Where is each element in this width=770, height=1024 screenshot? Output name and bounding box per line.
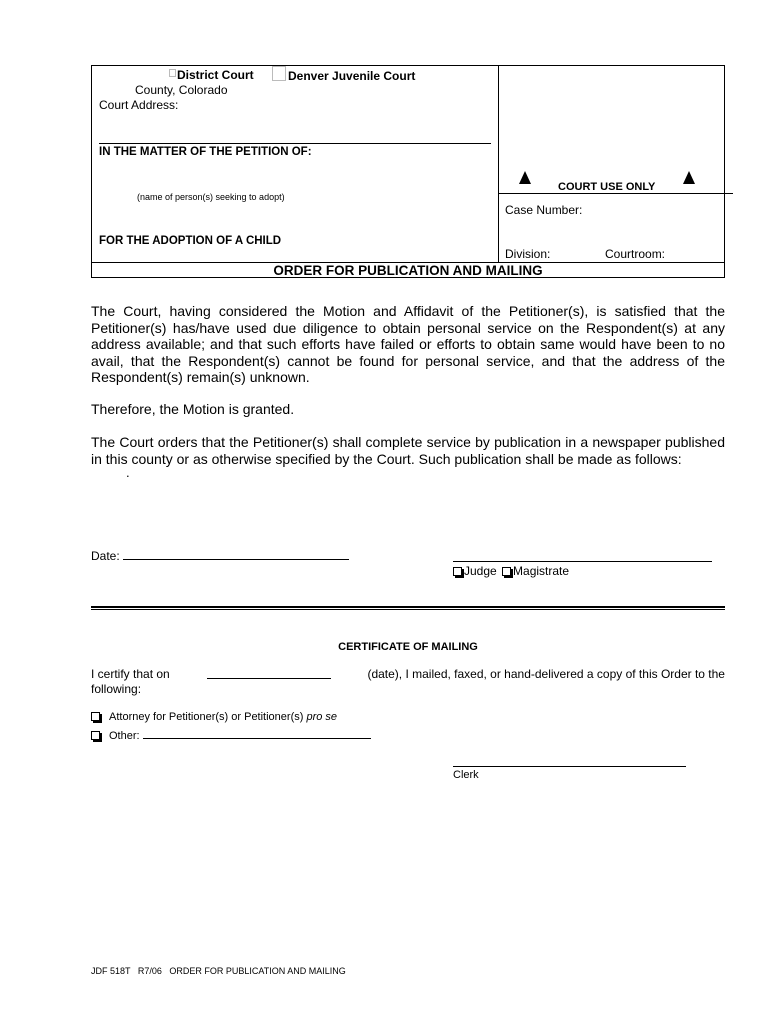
clerk-signature-line[interactable]	[453, 766, 686, 767]
case-number-label: Case Number:	[505, 203, 583, 217]
triangle-right-icon	[683, 171, 695, 184]
magistrate-label: Magistrate	[513, 564, 570, 578]
denver-juvenile-option[interactable]	[272, 66, 415, 83]
district-court-option[interactable]	[169, 68, 254, 82]
publication-details-placeholder: .	[126, 465, 130, 480]
caption-divider	[498, 66, 499, 262]
footer-form-id: JDF 518T	[91, 966, 131, 976]
footer	[91, 966, 346, 976]
publication-order-paragraph: The Court orders that the Petitioner(s) shall complete service by publication in a newspaper published in this county or as otherwise specified by the Court. Such publication shall be made as follows:	[91, 434, 725, 467]
court-address-label: Court Address:	[99, 98, 179, 112]
denver-juvenile-checkbox[interactable]	[272, 66, 286, 81]
judge-checkbox[interactable]	[453, 567, 462, 576]
certificate-heading: CERTIFICATE OF MAILING	[338, 641, 478, 653]
clerk-label: Clerk	[453, 769, 479, 781]
certify-rest: (date), I mailed, faxed, or hand-delivered a copy of this Order to the	[367, 667, 725, 681]
option-attorney[interactable]	[91, 711, 337, 723]
other-label: Other:	[109, 730, 140, 742]
other-field[interactable]	[143, 728, 371, 739]
district-court-checkbox[interactable]	[169, 69, 176, 77]
date-label: Date:	[91, 549, 120, 563]
triangle-left-icon	[519, 171, 531, 184]
motion-granted-paragraph: Therefore, the Motion is granted.	[91, 401, 295, 417]
denver-juvenile-label: Denver Juvenile Court	[288, 69, 416, 83]
attorney-label: Attorney for Petitioner(s) or Petitioner(s)	[109, 711, 304, 723]
judge-magistrate-options	[453, 564, 569, 578]
petitioner-note: (name of person(s) seeking to adopt)	[137, 192, 285, 202]
matter-label: IN THE MATTER OF THE PETITION OF:	[99, 146, 312, 158]
attorney-checkbox[interactable]	[91, 712, 100, 721]
section-rule-top	[91, 606, 725, 608]
footer-title: ORDER FOR PUBLICATION AND MAILING	[169, 966, 346, 976]
findings-paragraph: The Court, having considered the Motion and Affidavit of the Petitioner(s), is satisfied that the Petitioner(s) has/have used due diligence to obtain personal service on the Respondent(s) at any address available; and that such efforts have failed or efforts to obtain same would have been to no avail, that the Respondent(s) cannot be found for personal service, and that the address of the Respondent(s) remain(s) unknown.	[91, 303, 725, 385]
document-title: ORDER FOR PUBLICATION AND MAILING	[92, 262, 724, 278]
address-underline	[99, 143, 491, 144]
district-court-label: District Court	[177, 68, 254, 82]
judge-label: Judge	[464, 564, 497, 578]
certify-start: I certify that on	[91, 667, 170, 681]
pro-se-label: pro se	[306, 711, 338, 723]
division-label: Division:	[505, 247, 551, 261]
option-other[interactable]	[91, 728, 371, 742]
caption-box	[91, 65, 725, 278]
courtroom-label: Courtroom:	[605, 247, 666, 261]
mailing-date-field[interactable]	[207, 667, 331, 679]
judge-signature-line[interactable]	[453, 561, 712, 562]
county-line: County, Colorado	[135, 83, 228, 97]
adoption-label: FOR THE ADOPTION OF A CHILD	[99, 235, 282, 247]
date-field[interactable]	[123, 548, 349, 560]
court-use-only: COURT USE ONLY	[558, 181, 656, 193]
section-rule-bottom	[91, 609, 725, 610]
certify-end: following:	[91, 682, 142, 696]
footer-revision: R7/06	[137, 966, 162, 976]
magistrate-checkbox[interactable]	[502, 567, 511, 576]
other-checkbox[interactable]	[91, 731, 100, 740]
court-use-divider	[498, 193, 733, 194]
certify-paragraph	[91, 667, 725, 697]
date-row	[91, 548, 349, 563]
